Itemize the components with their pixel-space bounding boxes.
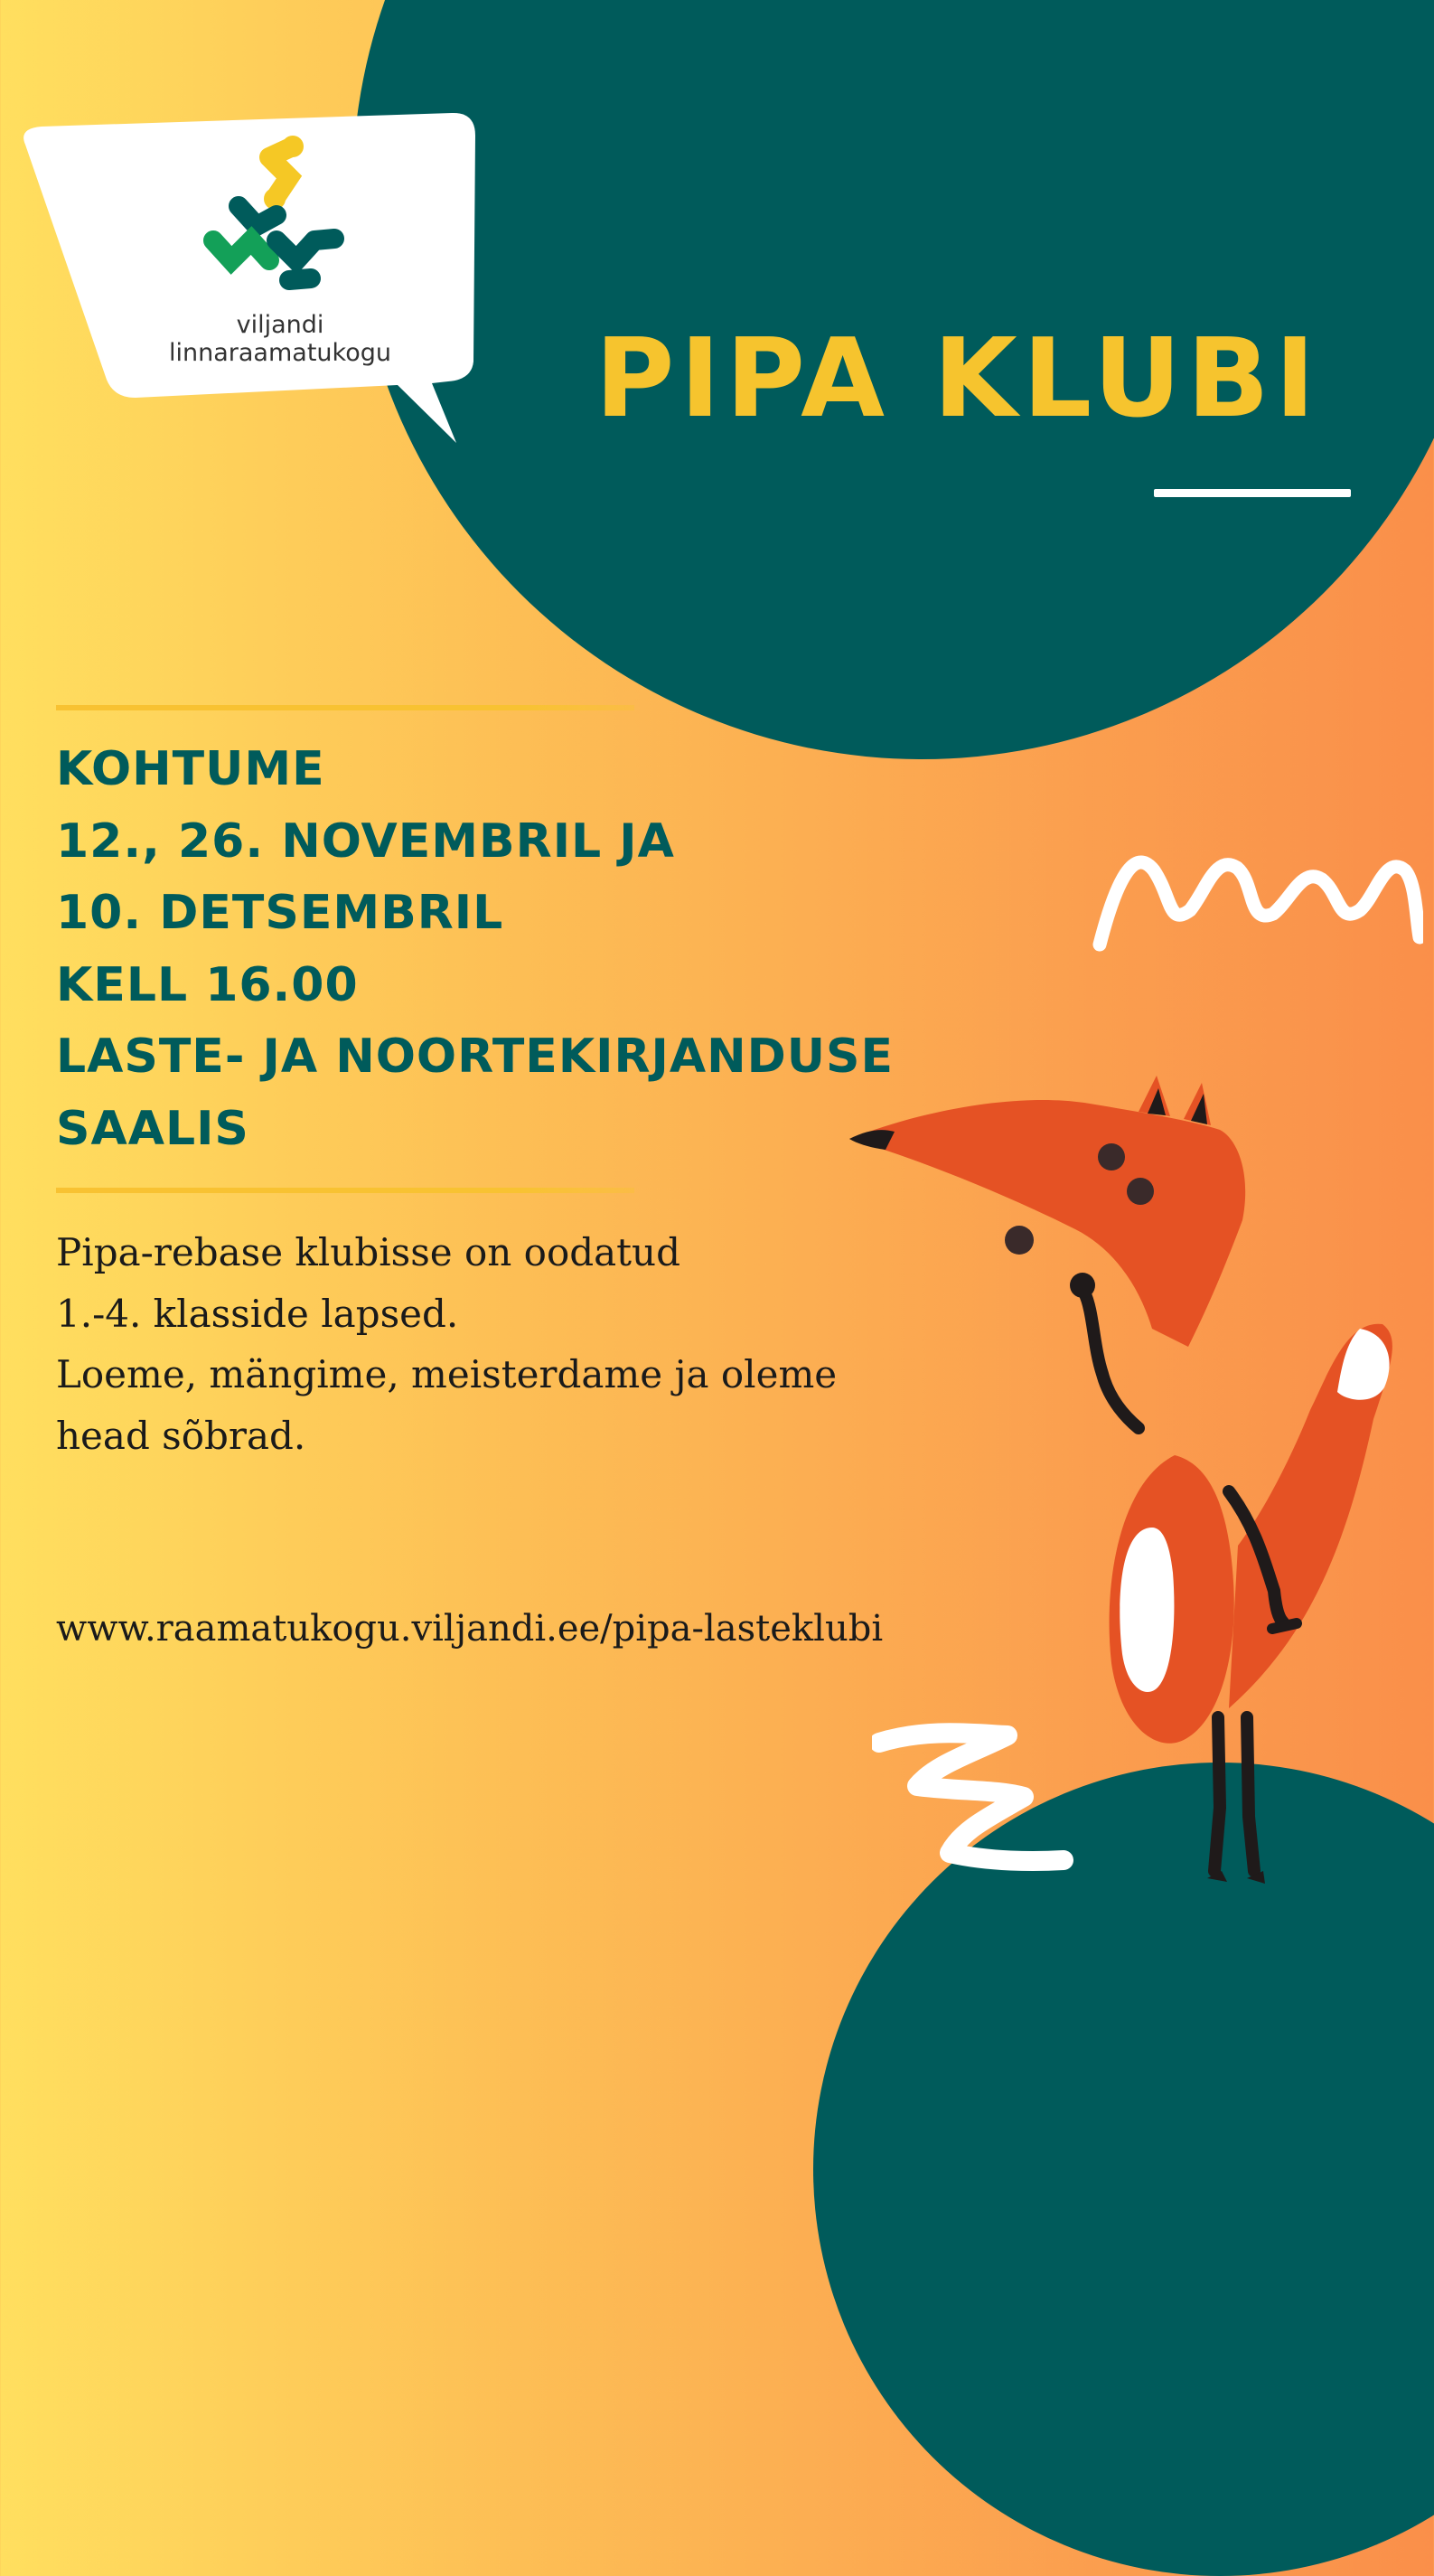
event-line: 10. DETSEMBRIL [56,886,504,940]
description [56,1222,960,1466]
description-line: head sõbrad. [56,1413,306,1458]
event-line: SAALIS [56,1101,249,1156]
title-underline [1154,489,1351,497]
logo-line-viljandi: viljandi [236,311,324,339]
description-line: Pipa-rebase klubisse on oodatud [56,1230,680,1274]
divider-bottom [56,1188,634,1193]
logo-line-linnaraamatukogu: linnaraamatukogu [169,339,391,367]
event-line: LASTE- JA NOORTEKIRJANDUSE [56,1029,894,1084]
event-line: 12., 26. NOVEMBRIL JA [56,813,675,869]
description-line: 1.-4. klasside lapsed. [56,1291,459,1336]
poster-title: PIPA KLUBI [595,316,1321,442]
event-line: KOHTUME [56,742,325,796]
description-line: Loeme, mängime, meisterdame ja oleme [56,1352,838,1396]
event-details [56,734,960,1165]
event-line: KELL 16.00 [56,957,359,1012]
divider-top [56,705,634,710]
fox-illustration [840,1076,1401,1898]
website-link[interactable]: www.raamatukogu.viljandi.ee/pipa-lasteklubi [56,1608,884,1650]
viljandi-library-logo-icon [199,134,361,298]
logo-wordmark [145,311,416,367]
white-zigzag-scribble [1089,827,1423,963]
